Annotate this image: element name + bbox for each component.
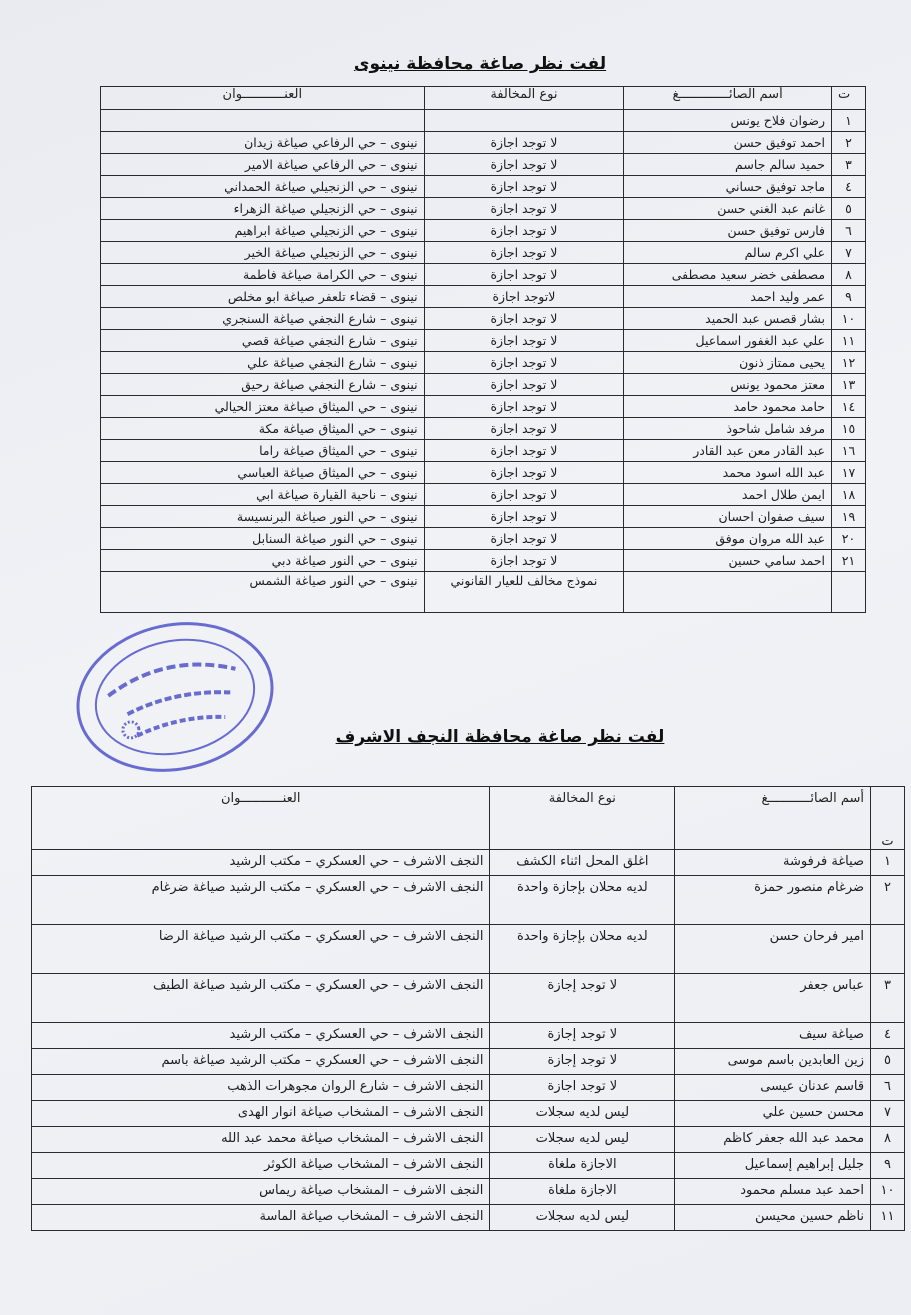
table-row: [101, 352, 866, 374]
row-number: ٩: [832, 286, 866, 308]
row-number: ٨: [832, 264, 866, 286]
smith-name: قاسم عدنان عيسى: [675, 1075, 871, 1101]
address: النجف الاشرف – حي العسكري – مكتب الرشيد صياغة باسم: [32, 1049, 490, 1075]
table-row: [101, 286, 866, 308]
row-number: ٦: [871, 1075, 905, 1101]
address: النجف الاشرف – حي العسكري – مكتب الرشيد صياغة الرضا: [32, 925, 490, 974]
smith-name: محسن حسين علي: [675, 1101, 871, 1127]
row-number: ٥: [871, 1049, 905, 1075]
address: نينوى – حي النور صياغة دبي: [101, 550, 425, 572]
address: نينوى – شارع النجفي صياغة رحيق: [101, 374, 425, 396]
violation-type: لا توجد اجازة: [490, 1075, 675, 1101]
row-number: ١: [871, 850, 905, 876]
smith-name: رضوان فلاح يونس: [624, 110, 832, 132]
row-number: ١٣: [832, 374, 866, 396]
smith-name: عبد الله مروان موفق: [624, 528, 832, 550]
table-header-row: [101, 87, 866, 110]
table-row: [101, 462, 866, 484]
smith-name: غانم عبد الغني حسن: [624, 198, 832, 220]
address: نينوى – حي الزنجيلي صياغة ابراهيم: [101, 220, 425, 242]
table-row: [101, 374, 866, 396]
violation-type: لا توجد اجازة: [424, 198, 624, 220]
smith-name: مرفد شامل شاحوذ: [624, 418, 832, 440]
row-number: ١٢: [832, 352, 866, 374]
row-number: ٢: [832, 132, 866, 154]
violation-type: لا توجد اجازة: [424, 176, 624, 198]
row-number: ٩: [871, 1153, 905, 1179]
violation-type: لا توجد اجازة: [424, 242, 624, 264]
smith-name: حميد سالم جاسم: [624, 154, 832, 176]
address: نينوى – ناحية القيارة صياغة ابي: [101, 484, 425, 506]
row-number: ٧: [871, 1101, 905, 1127]
row-number: ٢: [871, 876, 905, 925]
row-number: ١٥: [832, 418, 866, 440]
address: نينوى – شارع النجفي صياغة علي: [101, 352, 425, 374]
violation-type: لا توجد اجازة: [424, 132, 624, 154]
smith-name: صياغة فرفوشة: [675, 850, 871, 876]
row-number: ١٨: [832, 484, 866, 506]
smith-name: علي عبد الغفور اسماعيل: [624, 330, 832, 352]
violation-type: لا توجد اجازة: [424, 440, 624, 462]
violation-type: لا توجد إجازة: [490, 1023, 675, 1049]
table-row: [32, 850, 905, 876]
table-row: [32, 974, 905, 1023]
section1-title: لفت نظر صاغة محافظة نينوى: [353, 54, 607, 74]
address: نينوى – شارع النجفي صياغة قصي: [101, 330, 425, 352]
row-number: ٨: [871, 1127, 905, 1153]
smith-name: احمد توفيق حسن: [624, 132, 832, 154]
smith-name: عبد الله اسود محمد: [624, 462, 832, 484]
row-number: ٧: [832, 242, 866, 264]
violation-type: اغلق المحل اثناء الكشف: [490, 850, 675, 876]
violation-type: لا توجد اجازة: [424, 220, 624, 242]
table-row: [101, 440, 866, 462]
address: نينوى – حي الزنجيلي صياغة الخير: [101, 242, 425, 264]
violation-type: الاجازة ملغاة: [490, 1179, 675, 1205]
table-row: [101, 176, 866, 198]
violation-type: ليس لديه سجلات: [490, 1101, 675, 1127]
smith-name: علي اكرم سالم: [624, 242, 832, 264]
address: نينوى – حي الرفاعي صياغة زيدان: [101, 132, 425, 154]
table-row: [101, 154, 866, 176]
violation-type: ليس لديه سجلات: [490, 1205, 675, 1231]
table-row: [101, 396, 866, 418]
address: نينوى – شارع النجفي صياغة السنجري: [101, 308, 425, 330]
row-number: ٣: [871, 974, 905, 1023]
smith-name: امير فرحان حسن: [675, 925, 871, 974]
table-row: [32, 876, 905, 925]
table-row: [32, 1049, 905, 1075]
address: النجف الاشرف – المشخاب صياغة انوار الهدى: [32, 1101, 490, 1127]
violation-type: [424, 110, 624, 132]
address: نينوى – حي الميثاق صياغة مكة: [101, 418, 425, 440]
table-row: [101, 242, 866, 264]
address: نينوى – حي الكرامة صياغة فاطمة: [101, 264, 425, 286]
table-row: [32, 1023, 905, 1049]
smith-name: احمد سامي حسين: [624, 550, 832, 572]
table-row: [101, 550, 866, 572]
row-number: ٢٠: [832, 528, 866, 550]
official-stamp: [70, 612, 280, 782]
row-number: ٢١: [832, 550, 866, 572]
header-address: العنـــــــــــوان: [32, 787, 490, 850]
najaf-table: [31, 786, 905, 1231]
smith-name: جليل إبراهيم إسماعيل: [675, 1153, 871, 1179]
section2-title: لفت نظر صاغة محافظة النجف الاشرف: [335, 727, 665, 747]
table-row: [32, 1205, 905, 1231]
violation-type: ليس لديه سجلات: [490, 1127, 675, 1153]
violation-type: لا توجد اجازة: [424, 528, 624, 550]
row-number: ٤: [832, 176, 866, 198]
row-number: ١٧: [832, 462, 866, 484]
smith-name: يحيى ممتاز ذنون: [624, 352, 832, 374]
row-number: ١٩: [832, 506, 866, 528]
violation-type: لا توجد اجازة: [424, 374, 624, 396]
smith-name: ايمن طلال احمد: [624, 484, 832, 506]
table-row: [101, 110, 866, 132]
row-number: ١٤: [832, 396, 866, 418]
header-violation: نوع المخالفة: [490, 787, 675, 850]
row-number: ١١: [832, 330, 866, 352]
smith-name: معتز محمود يونس: [624, 374, 832, 396]
violation-type: لديه محلان بإجازة واحدة: [490, 876, 675, 925]
table-row: [101, 506, 866, 528]
violation-type: لديه محلان بإجازة واحدة: [490, 925, 675, 974]
table-row: [101, 484, 866, 506]
row-number: ١: [832, 110, 866, 132]
row-number: ١١: [871, 1205, 905, 1231]
address: نينوى – حي النور صياغة الشمس: [101, 572, 425, 613]
address: [101, 110, 425, 132]
address: نينوى – حي النور صياغة السنابل: [101, 528, 425, 550]
smith-name: ضرغام منصور حمزة: [675, 876, 871, 925]
smith-name: فارس توفيق حسن: [624, 220, 832, 242]
header-num: ت: [832, 87, 866, 110]
address: النجف الاشرف – شارع الروان مجوهرات الذهب: [32, 1075, 490, 1101]
table-row: [32, 1127, 905, 1153]
table-row: [32, 1101, 905, 1127]
violation-type: لاتوجد اجازة: [424, 286, 624, 308]
table-row: [101, 132, 866, 154]
smith-name: صياغة سيف: [675, 1023, 871, 1049]
smith-name: مصطفى خضر سعيد مصطفى: [624, 264, 832, 286]
smith-name: ناظم حسين محيسن: [675, 1205, 871, 1231]
address: النجف الاشرف – المشخاب صياغة الماسة: [32, 1205, 490, 1231]
row-number: [871, 925, 905, 974]
address: نينوى – حي الميثاق صياغة العباسي: [101, 462, 425, 484]
address: نينوى – حي الرفاعي صياغة الامير: [101, 154, 425, 176]
smith-name: ماجد توفيق حساني: [624, 176, 832, 198]
violation-type: لا توجد اجازة: [424, 264, 624, 286]
table-row: [32, 925, 905, 974]
table-row: [101, 330, 866, 352]
header-num: ت: [871, 787, 905, 850]
address: نينوى – حي الزنجيلي صياغة الزهراء: [101, 198, 425, 220]
table-row: [32, 1075, 905, 1101]
table-row: [32, 1153, 905, 1179]
smith-name: عمر وليد احمد: [624, 286, 832, 308]
address: نينوى – حي الزنجيلي صياغة الحمداني: [101, 176, 425, 198]
violation-type: لا توجد اجازة: [424, 418, 624, 440]
violation-type: لا توجد إجازة: [490, 974, 675, 1023]
address: النجف الاشرف – المشخاب صياغة محمد عبد الله: [32, 1127, 490, 1153]
violation-type: لا توجد اجازة: [424, 484, 624, 506]
address: نينوى – قضاء تلعفر صياغة ابو مخلص: [101, 286, 425, 308]
address: النجف الاشرف – المشخاب صياغة الكوثر: [32, 1153, 490, 1179]
table-row: [32, 1179, 905, 1205]
table-row: [101, 418, 866, 440]
address: نينوى – حي النور صياغة البرنسيسة: [101, 506, 425, 528]
row-number: ١٠: [871, 1179, 905, 1205]
row-number: ١٠: [832, 308, 866, 330]
smith-name: [624, 572, 832, 613]
smith-name: بشار قصس عبد الحميد: [624, 308, 832, 330]
smith-name: محمد عبد الله جعفر كاظم: [675, 1127, 871, 1153]
smith-name: زين العابدين باسم موسى: [675, 1049, 871, 1075]
table-row: [101, 572, 866, 613]
address: النجف الاشرف – حي العسكري – مكتب الرشيد: [32, 850, 490, 876]
header-address: العنـــــــــــوان: [101, 87, 425, 110]
smith-name: احمد عبد مسلم محمود: [675, 1179, 871, 1205]
address: النجف الاشرف – حي العسكري – مكتب الرشيد صياغة ضرغام: [32, 876, 490, 925]
violation-type: لا توجد اجازة: [424, 352, 624, 374]
violation-type: الاجازة ملغاة: [490, 1153, 675, 1179]
table-row: [101, 220, 866, 242]
smith-name: حامد محمود حامد: [624, 396, 832, 418]
row-number: [832, 572, 866, 613]
address: النجف الاشرف – حي العسكري – مكتب الرشيد صياغة الطيف: [32, 974, 490, 1023]
row-number: ١٦: [832, 440, 866, 462]
violation-type: لا توجد إجازة: [490, 1049, 675, 1075]
row-number: ٤: [871, 1023, 905, 1049]
violation-type: لا توجد اجازة: [424, 154, 624, 176]
table-row: [101, 264, 866, 286]
row-number: ٦: [832, 220, 866, 242]
violation-type: لا توجد اجازة: [424, 396, 624, 418]
row-number: ٥: [832, 198, 866, 220]
smith-name: عبد القادر معن عبد القادر: [624, 440, 832, 462]
address: النجف الاشرف – حي العسكري – مكتب الرشيد: [32, 1023, 490, 1049]
table-header-row: [32, 787, 905, 850]
header-name: أسم الصائـــــــــــــغ: [624, 87, 832, 110]
violation-type: لا توجد اجازة: [424, 330, 624, 352]
header-violation: نوع المخالفة: [424, 87, 624, 110]
ninawa-table: [100, 86, 866, 613]
row-number: ٣: [832, 154, 866, 176]
table-row: [101, 308, 866, 330]
table-row: [101, 528, 866, 550]
table-row: [101, 198, 866, 220]
smith-name: عباس جعفر: [675, 974, 871, 1023]
violation-type: لا توجد اجازة: [424, 506, 624, 528]
address: نينوى – حي الميثاق صياغة معتز الحيالي: [101, 396, 425, 418]
violation-type: لا توجد اجازة: [424, 308, 624, 330]
violation-type: نموذج مخالف للعيار القانوني: [424, 572, 624, 613]
violation-type: لا توجد اجازة: [424, 462, 624, 484]
violation-type: لا توجد اجازة: [424, 550, 624, 572]
header-name: أسم الصائـــــــــــغ: [675, 787, 871, 850]
address: نينوى – حي الميثاق صياغة راما: [101, 440, 425, 462]
address: النجف الاشرف – المشخاب صياغة ريماس: [32, 1179, 490, 1205]
smith-name: سيف صفوان احسان: [624, 506, 832, 528]
